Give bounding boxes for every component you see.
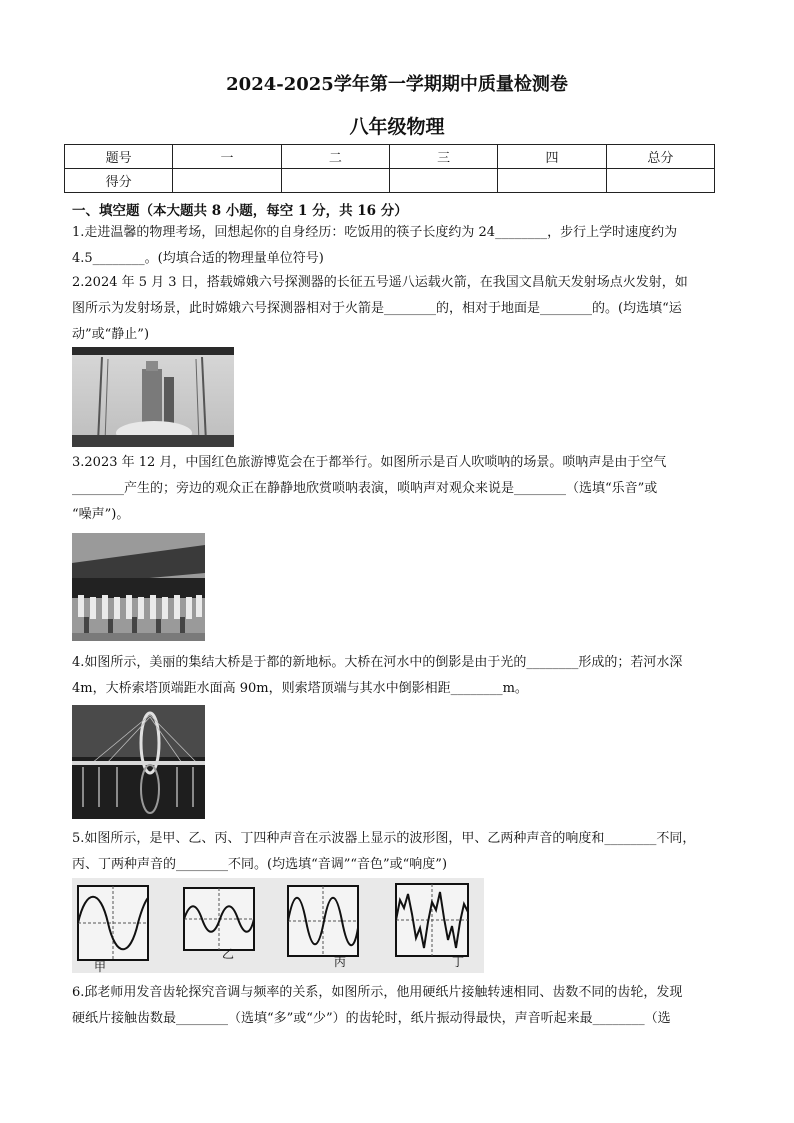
waveform-ding: [396, 884, 468, 956]
question-line: 5.如图所示，是甲、乙、丙、丁四种声音在示波器上显示的波形图，甲、乙两种声音的响度和________不同，: [72, 831, 696, 846]
rocket-launch-photo: [72, 347, 234, 447]
score-entry-cell[interactable]: [173, 169, 281, 193]
waveform-yi: [184, 888, 254, 950]
score-table-cell: 四: [498, 145, 606, 169]
waveform-bing: [288, 886, 358, 956]
waveform-label: 乙: [222, 947, 235, 961]
question-line: ________产生的；旁边的观众正在静静地欣赏唢呐表演，唢呐声对观众来说是________（选填“乐音”或: [72, 481, 658, 496]
waveform-label: 丙: [334, 955, 347, 969]
question-line: 2.2024 年 5 月 3 日，搭载嫦娥六号探测器的长征五号遥八运载火箭，在我国文昌航天发射场点火发射，如: [72, 275, 688, 290]
question-line: 硬纸片接触齿数最________（选填“多”或“少”）的齿轮时，纸片振动得最快，声音听起来最________（选: [72, 1011, 671, 1026]
score-table-cell: 一: [173, 145, 281, 169]
score-table-cell: 总分: [606, 145, 714, 169]
score-table-cell: 得分: [65, 169, 173, 193]
question-6: [72, 980, 722, 1032]
score-entry-cell[interactable]: [498, 169, 606, 193]
waveform-label: 丁: [452, 955, 465, 969]
question-4: [72, 650, 722, 702]
score-table-cell: 三: [389, 145, 497, 169]
question-line: 6.邱老师用发音齿轮探究音调与频率的关系，如图所示，他用硬纸片接触转速相同、齿数不同的齿轮，发现: [72, 985, 683, 1000]
question-5: [72, 826, 722, 878]
bridge-photo: [72, 705, 205, 819]
question-2: [72, 270, 722, 348]
score-table: [64, 144, 715, 193]
question-line: 4m，大桥索塔顶端距水面高 90m，则索塔顶端与其水中倒影相距________m。: [72, 681, 528, 696]
question-3: [72, 450, 722, 528]
section-heading: 一、填空题（本大题共 8 小题，每空 1 分，共 16 分）: [72, 203, 408, 219]
question-line: 1.走进温馨的物理考场，回想起你的自身经历：吃饭用的筷子长度约为 24________，步行上学时速度约为: [72, 225, 678, 240]
question-line: 3.2023 年 12 月，中国红色旅游博览会在于都举行。如图所示是百人吹唢呐的场景。唢呐声是由于空气: [72, 455, 667, 470]
question-line: “噪声”)。: [72, 507, 130, 522]
exam-subtitle: 八年级物理: [349, 116, 445, 138]
score-table-cell: 题号: [65, 145, 173, 169]
oscilloscope-waveforms: [72, 878, 484, 973]
score-table-cell: 二: [281, 145, 389, 169]
question-line: 4.如图所示，美丽的集结大桥是于都的新地标。大桥在河水中的倒影是由于光的________形成的；若河水深: [72, 655, 683, 670]
question-1: [72, 220, 722, 272]
waveform-label: 甲: [94, 960, 107, 973]
suona-performance-photo: [72, 533, 205, 641]
score-entry-cell[interactable]: [606, 169, 714, 193]
question-line: 4.5________。(均填合适的物理量单位符号): [72, 251, 324, 266]
question-line: 图所示为发射场景，此时嫦娥六号探测器相对于火箭是________的，相对于地面是________的。(均选填“运: [72, 301, 682, 316]
question-line: 动”或“静止”): [72, 327, 150, 342]
question-line: 丙、丁两种声音的________不同。(均选填“音调”“音色”或“响度”): [72, 857, 448, 872]
exam-title: 2024-2025学年第一学期期中质量检测卷: [226, 74, 568, 95]
score-entry-cell[interactable]: [389, 169, 497, 193]
score-table-score-row: [65, 169, 715, 193]
score-entry-cell[interactable]: [281, 169, 389, 193]
score-table-header-row: [65, 145, 715, 169]
waveform-jia: [78, 886, 148, 960]
